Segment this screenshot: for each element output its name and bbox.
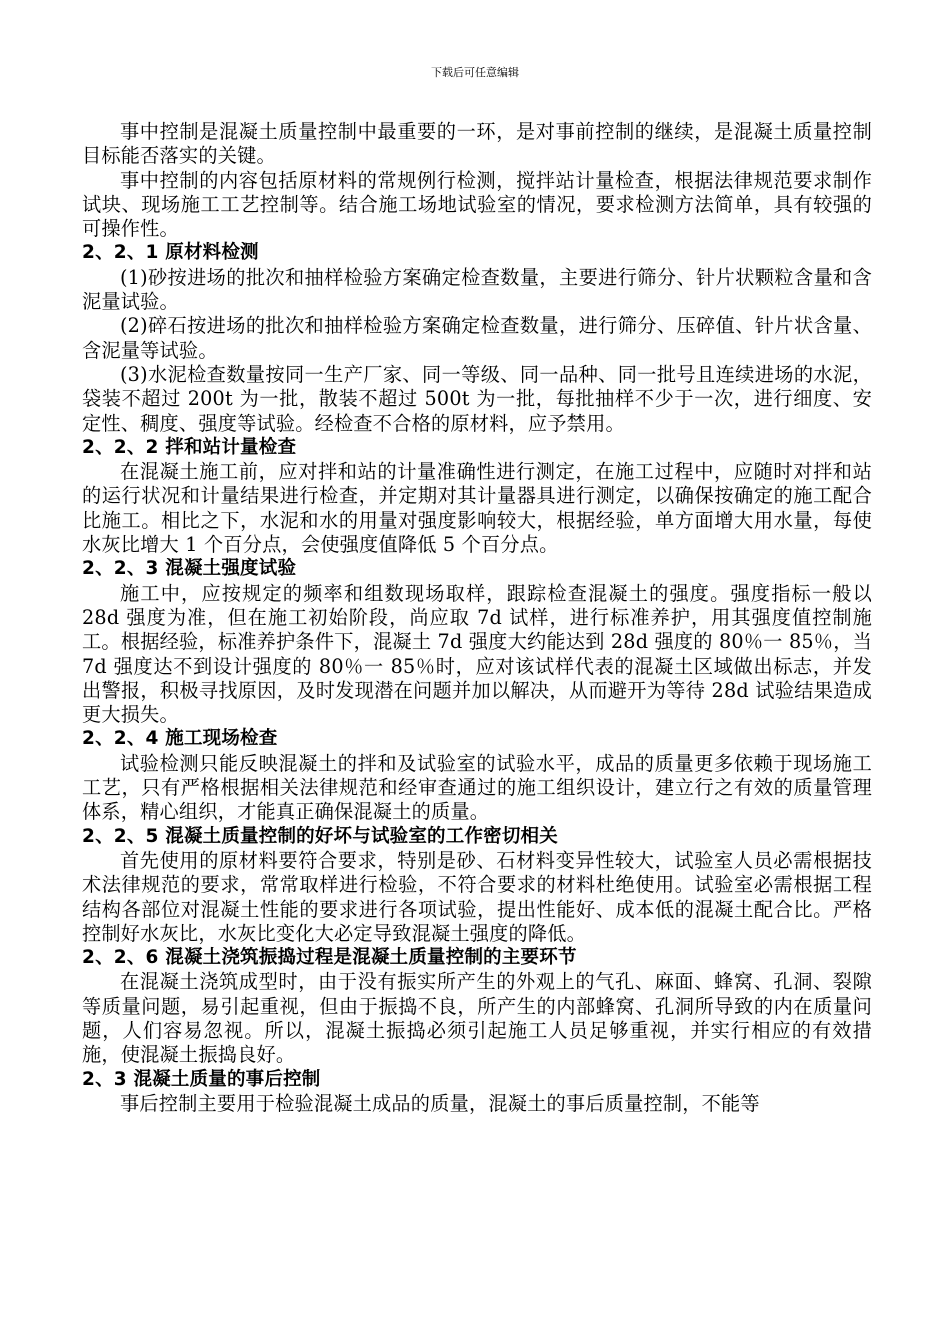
paragraph: 事后控制主要用于检验混凝土成品的质量，混凝土的事后质量控制，不能等 bbox=[120, 1091, 760, 1115]
section-heading: 2、2、6 混凝土浇筑振捣过程是混凝土质量控制的主要环节 bbox=[82, 947, 577, 969]
paragraph: (2)碎石按进场的批次和抽样检验方案确定检查数量，进行筛分、压碎值、针片状含量、含泥量等试验。 bbox=[82, 314, 872, 362]
section-heading: 2、2、5 混凝土质量控制的好坏与试验室的工作密切相关 bbox=[82, 825, 558, 847]
section-heading: 2、2、3 混凝土强度试验 bbox=[82, 558, 297, 580]
page-header: 下载后可任意编辑 bbox=[431, 66, 519, 79]
paragraph: 事中控制的内容包括原材料的常规例行检测，搅拌站计量检查，根据法律规范要求制作试块、现场施工工艺控制等。结合施工场地试验室的情况，要求检测方法简单，具有较强的可操作性。 bbox=[82, 168, 872, 241]
paragraph: 施工中，应按规定的频率和组数现场取样，跟踪检查混凝土的强度。强度指标一般以 28d 强度为准，但在施工初始阶段，尚应取 7d 试样，进行标准养护，用其强度值控制施工。根据经验，标准养护条件下，混凝土 7d 强度大约能达到 28d 强度的 80％一 85％，当 7d 强度达不到设计强度的 80％一 85％时，应对该试样代表的混凝土区域做出标志，并发出警报，积极寻找原因，及时发现潜在问题并加以解决，从而避开为等待 28d 试验结果造成更大损失。 bbox=[82, 581, 872, 727]
section-heading: 2、2、1 原材料检测 bbox=[82, 242, 259, 264]
paragraph: (1)砂按进场的批次和抽样检验方案确定检查数量，主要进行筛分、针片状颗粒含量和含泥量试验。 bbox=[82, 265, 872, 314]
section-heading: 2、2、2 拌和站计量检查 bbox=[82, 436, 297, 458]
paragraph: 试验检测只能反映混凝土的拌和及试验室的试验水平，成品的质量更多依赖于现场施工工艺，只有严格根据相关法律规范和经审查通过的施工组织设计，建立行之有效的质量管理体系，精心组织，才能真正确保混凝土的质量。 bbox=[82, 751, 872, 824]
section-heading: 2、2、4 施工现场检查 bbox=[82, 728, 278, 750]
paragraph: 在混凝土施工前，应对拌和站的计量准确性进行测定，在施工过程中，应随时对拌和站的运行状况和计量结果进行检查，并定期对其计量器具进行测定，以确保按确定的施工配合比施工。相比之下，水泥和水的用量对强度影响较大，根据经验，单方面增大用水量，每使水灰比增大 1 个百分点，会使强度值降低 5 个百分点。 bbox=[82, 460, 872, 557]
section-heading: 2、3 混凝土质量的事后控制 bbox=[82, 1068, 321, 1090]
paragraph: (3)水泥检查数量按同一生产厂家、同一等级、同一品种、同一批号且连续进场的水泥，袋装不超过 200t 为一批，散装不超过 500t 为一批，每批抽样不少于一次，进行细度、安定性、稠度、强度等试验。经检查不合格的原材料，应予禁用。 bbox=[82, 362, 872, 435]
paragraph: 在混凝土浇筑成型时，由于没有振实所产生的外观上的气孔、麻面、蜂窝、孔洞、裂隙等质量问题，易引起重视，但由于振捣不良，所产生的内部蜂窝、孔洞所导致的内在质量问题，人们容易忽视。所以，混凝土振捣必须引起施工人员足够重视，并实行相应的有效措施，使混凝土振捣良好。 bbox=[82, 970, 872, 1067]
paragraph: 事中控制是混凝土质量控制中最重要的一环，是对事前控制的继续，是混凝土质量控制目标能否落实的关键。 bbox=[82, 120, 872, 168]
document-body bbox=[82, 120, 872, 1116]
paragraph: 首先使用的原材料要符合要求，特别是砂、石材料变异性较大，试验室人员必需根据技术法律规范的要求，常常取样进行检验，不符合要求的材料杜绝使用。试验室必需根据工程结构各部位对混凝土性能的要求进行各项试验，提出性能好、成本低的混凝土配合比。严格控制好水灰比，水灰比变化大必定导致混凝土强度的降低。 bbox=[82, 848, 872, 945]
